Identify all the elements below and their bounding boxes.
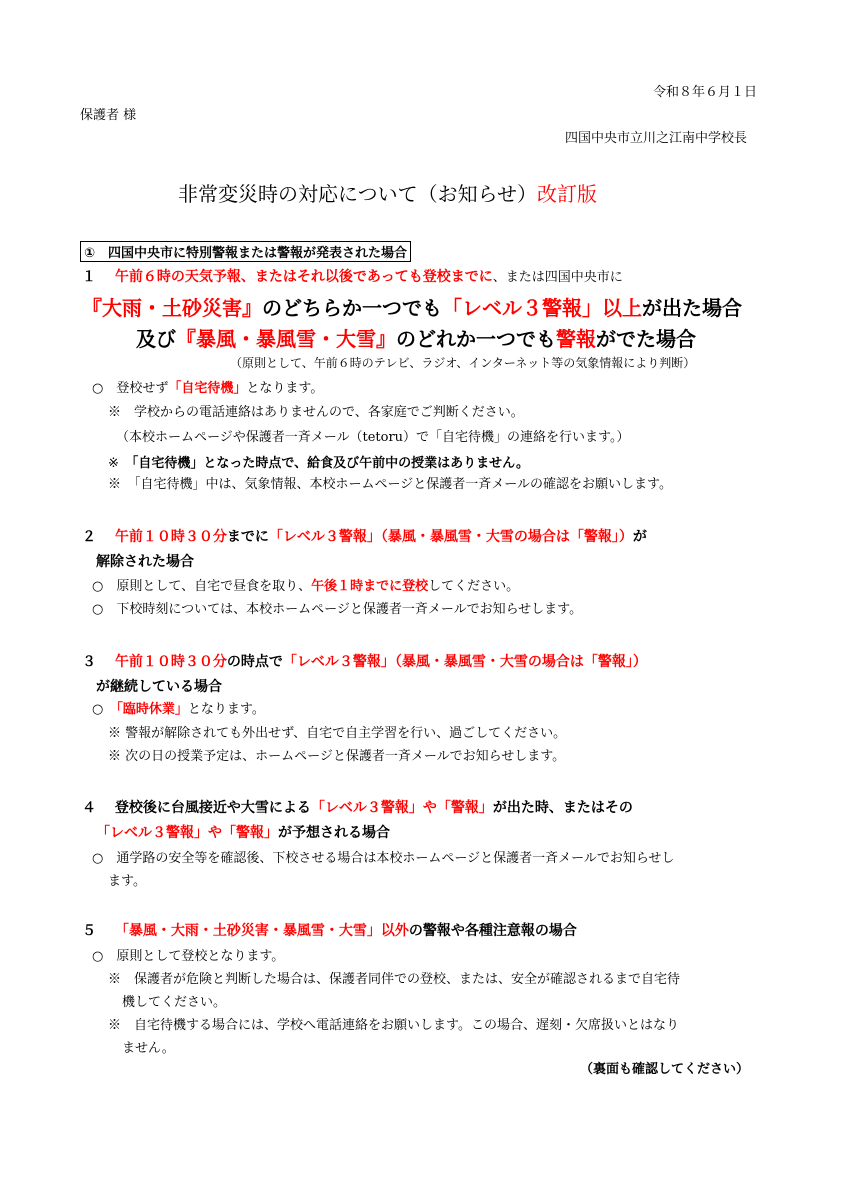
section-2-line-2: 解除された場合 — [96, 554, 194, 570]
section-5-note-2b: ません。 — [122, 1041, 175, 1056]
section-5-note-2a: ※ 自宅待機する場合には、学校へ電話連絡をお願いします。この場合、遅刻・欠席扱いとはなり — [108, 1018, 679, 1033]
section-5-bullet-1: ○ 原則として登校となります。 — [92, 949, 285, 964]
title-main: 非常変災時の対応について（お知らせ） — [178, 182, 537, 206]
section-3-bullet-1: ○ 「臨時休業」となります。 — [92, 702, 265, 717]
section-1-note: （原則として、午前６時のテレビ、ラジオ、インターネット等の気象情報により判断） — [230, 356, 696, 370]
date: 令和８年６月１日 — [653, 85, 758, 100]
section-4-line-2: 「レベル３警報」や「警報」が予想される場合 — [96, 825, 390, 841]
section-3-line-1: ３ 午前１０時３０分の時点で「レベル３警報」（暴風・暴風雪・大雪の場合は「警報」） — [82, 654, 647, 670]
section-4-bullet-1b: ます。 — [108, 874, 146, 889]
section-5-note-1b: 機してください。 — [122, 995, 227, 1010]
back-side-note: （裏面も確認してください） — [580, 1062, 750, 1077]
section-1-bullet-1: ○ 登校せず「自宅待機」となります。 — [92, 381, 324, 396]
section-5-note-1a: ※ 保護者が危険と判断した場合は、保護者同伴での登校、または、安全が確認されるまで自宅待 — [108, 972, 681, 987]
sender: 四国中央市立川之江南中学校長 — [565, 131, 748, 146]
section-5-line-1: ５ 「暴風・大雨・土砂災害・暴風雪・大雪」以外の警報や各種注意報の場合 — [82, 923, 577, 939]
section-4-bullet-1a: ○ 通学路の安全等を確認後、下校させる場合は本校ホームページと保護者一斉メールでお知らせし — [92, 851, 675, 866]
section-1-line-3: 及び『暴風・暴風雪・大雪』のどれか一つでも警報がでた場合 — [136, 327, 696, 351]
section-1-note-1: ※ 学校からの電話連絡はありませんので、各家庭でご判断ください。 — [108, 405, 524, 420]
recipient: 保護者 様 — [80, 108, 137, 123]
section-1-note-4: ※ 「自宅待機」中は、気象情報、本校ホームページと保護者一斉メールの確認をお願いします。 — [108, 477, 672, 492]
section-3-note-2: ※ 次の日の授業予定は、ホームページと保護者一斉メールでお知らせします。 — [108, 749, 566, 764]
section-3-note-1: ※ 警報が解除されても外出せず、自宅で自主学習を行い、過ごしてください。 — [108, 726, 567, 741]
section-2-bullet-1: ○ 原則として、自宅で昼食を取り、午後１時までに登校してください。 — [92, 579, 520, 594]
section-3-line-2: が継続している場合 — [96, 679, 222, 695]
page-title — [178, 178, 597, 207]
title-revised: 改訂版 — [537, 182, 597, 206]
section-2-line-1: ２ 午前１０時３０分までに「レベル３警報」（暴風・暴風雪・大雪の場合は「警報」）が — [82, 529, 647, 545]
section-4-line-1: ４ 登校後に台風接近や大雪による「レベル３警報」や「警報」が出た時、またはその — [82, 800, 633, 816]
section-2-bullet-2: ○ 下校時刻については、本校ホームページと保護者一斉メールでお知らせします。 — [92, 602, 583, 617]
section-1-note-3: ※ 「自宅待機」となった時点で、給食及び午前中の授業はありません。 — [108, 456, 529, 471]
section-1-note-2: （本校ホームページや保護者一斉メール（tetoru）で「自宅待機」の連絡を行います。） — [116, 430, 630, 445]
section-1-heading: ① 四国中央市に特別警報または警報が発表された場合 — [80, 241, 411, 262]
section-1-line-1: １ 午前６時の天気予報、またはそれ以後であっても登校までに、または四国中央市に — [82, 269, 623, 285]
section-1-line-2: 『大雨・土砂災害』のどちらか一つでも「レベル３警報」以上が出た場合 — [82, 296, 742, 320]
